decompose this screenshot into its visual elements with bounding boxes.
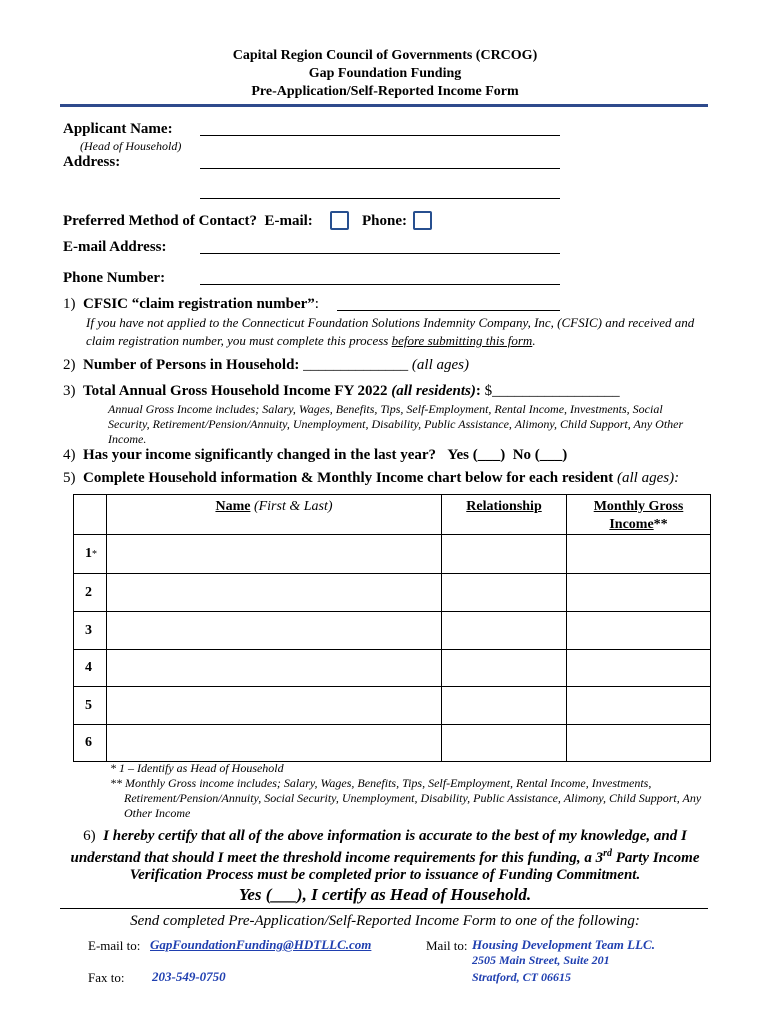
q2 [63,357,469,374]
mail-to-label: Mail to: [426,938,468,953]
income-cell[interactable] [567,687,711,725]
footer-email-link[interactable]: GapFoundationFunding@HDTLLC.com [150,937,372,952]
q3-label-italic: (all residents) [391,383,476,399]
q4 [63,447,567,464]
header-blank-cell [74,495,107,535]
footnote-monthly-income: ** Monthly Gross income includes; Salary, Wages, Benefits, Tips, Self-Employment, Rental Income, Investments, Retirement/Pension/Annuity, Social Security, Unemployment, Disability, Public Assistance, Alimony, Child Support, Any Other Income [110,776,702,820]
mail-street: 2505 Main Street, Suite 201 [472,953,610,967]
certification-sup: rd [603,848,612,859]
name-cell[interactable] [107,687,442,725]
relationship-cell[interactable] [442,574,567,612]
name-cell[interactable] [107,650,442,687]
q4-number: 4) [63,447,76,463]
q1-note-underlined: before submitting this form [391,333,533,348]
q5-suffix: (all ages): [617,470,680,486]
table-row [74,612,711,650]
income-cell[interactable] [567,612,711,650]
income-header-stars: ** [653,517,668,532]
certification-statement [60,828,710,884]
phone-option-label: Phone: [362,213,407,229]
claim-number-field[interactable] [337,310,560,311]
row-number-text: 1 [85,546,92,561]
q1-note-text: If you have not applied to the Connecticut Foundation Solutions Indemnity Company, Inc, (CFSIC) and received and claim registration number, you must complete this process [86,315,695,348]
certification-text: I hereby certify that all of the above information is accurate to the best of my knowledge, and I understand that should I meet the threshold income requirements for this funding, a 3 [70,828,687,866]
income-cell[interactable] [567,535,711,574]
q5-label: Complete Household information & Monthly Income chart below for each resident [83,470,614,486]
income-cell[interactable] [567,650,711,687]
q1-number: 1) [63,296,76,312]
email-address-label: E-mail Address: [63,239,167,255]
q5-number: 5) [63,470,76,486]
table-row [74,650,711,687]
table-header-row [74,495,711,535]
footnote-head-of-household: * 1 – Identify as Head of Household [110,761,284,775]
relationship-cell[interactable] [442,535,567,574]
row-number [74,535,107,574]
table-row [74,535,711,574]
name-cell[interactable] [107,574,442,612]
q1-colon: : [314,296,319,312]
income-header-line2: Income [609,517,654,532]
address-label: Address: [63,154,121,170]
q3-colon: : [475,383,481,399]
persons-field[interactable]: ______________ [303,357,409,373]
send-instructions: Send completed Pre-Application/Self-Reported Income Form to one of the following: [130,913,640,929]
q2-number: 2) [63,357,76,373]
footer-divider [60,908,708,909]
table-row [74,725,711,762]
address-field-line2[interactable] [200,198,560,199]
income-cell[interactable] [567,725,711,762]
footer-fax-number: 203-549-0750 [152,969,226,984]
q3-number: 3) [63,383,76,399]
q3-note: Annual Gross Income includes; Salary, Wages, Benefits, Tips, Self-Employment, Rental Income, Investments, Social Security, Retirement/Pension/Annuity, Unemployment, Disability, Public Assistance, Alimony, Child Support, Any Other Income. [108,402,684,446]
name-header-label: Name [215,499,251,514]
relationship-column-header [442,495,567,535]
income-cell[interactable] [567,574,711,612]
income-field[interactable]: _________________ [492,383,620,399]
certify-yes-line[interactable]: Yes (___), I certify as Head of Household. [238,885,532,904]
row-number: 2 [74,574,107,612]
q1-note [86,314,706,350]
table-row [74,574,711,612]
mail-city: Stratford, CT 06615 [472,970,572,984]
q1-note-end: . [532,333,536,348]
row-number: 5 [74,687,107,725]
relationship-cell[interactable] [442,612,567,650]
q2-label: Number of Persons in Household: [83,357,300,373]
applicant-name-label: Applicant Name: [63,121,173,137]
name-cell[interactable] [107,725,442,762]
q4-yes-option[interactable]: Yes (___) [447,447,506,463]
q1 [63,296,319,313]
phone-number-label: Phone Number: [63,270,166,286]
head-of-household-note: (Head of Household) [80,139,182,153]
org-title: Capital Region Council of Governments (CRCOG) [232,48,538,63]
name-column-header [107,495,442,535]
q4-no-option[interactable]: No (___) [512,447,568,463]
header-divider [60,104,708,107]
relationship-cell[interactable] [442,687,567,725]
applicant-name-field[interactable] [200,135,560,136]
table-row [74,687,711,725]
form-title: Pre-Application/Self-Reported Income Form [251,84,519,99]
row-number: 3 [74,612,107,650]
relationship-cell[interactable] [442,725,567,762]
income-column-header [567,495,711,535]
q2-suffix: (all ages) [411,357,469,373]
row-star: * [92,549,97,560]
q1-label: CFSIC “claim registration number” [83,296,315,312]
certification-text-end: Party Income Verification Process must be completed prior to issuance of Funding Commitment. [129,850,700,883]
email-to-label: E-mail to: [88,938,141,953]
email-address-field[interactable] [200,253,560,254]
currency-symbol: $ [484,383,493,399]
name-header-hint: (First & Last) [253,499,333,514]
row-number: 6 [74,725,107,762]
q4-label: Has your income significantly changed in the last year? [83,447,437,463]
income-header-line1: Monthly Gross [593,499,684,514]
contact-method-label [63,213,313,230]
q5 [63,470,679,487]
fax-to-label: Fax to: [88,970,125,985]
phone-checkbox[interactable] [413,211,432,230]
household-table [73,494,711,762]
name-cell[interactable] [107,535,442,574]
q3-label: Total Annual Gross Household Income FY 2022 [83,383,388,399]
certification-number: 6) [83,828,96,844]
phone-number-field[interactable] [200,284,560,285]
email-checkbox[interactable] [330,211,349,230]
mail-recipient: Housing Development Team LLC. [472,937,655,952]
contact-method-question: Preferred Method of Contact? [63,213,257,229]
program-title: Gap Foundation Funding [308,66,462,81]
q3 [63,383,620,400]
relationship-cell[interactable] [442,650,567,687]
row-number: 4 [74,650,107,687]
email-option-label: E-mail: [264,213,313,229]
relationship-header-label: Relationship [466,499,542,514]
name-cell[interactable] [107,612,442,650]
address-field-line1[interactable] [200,168,560,169]
